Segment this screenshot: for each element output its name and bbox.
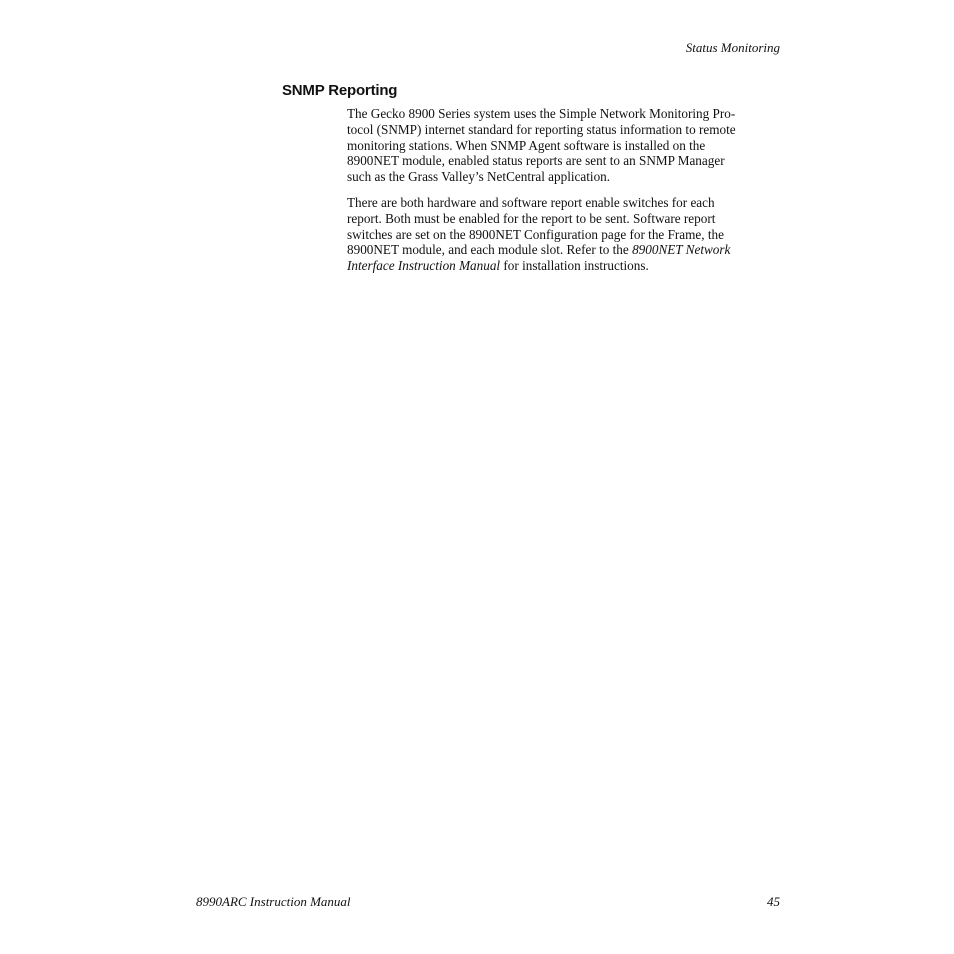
footer-page-number: 45 bbox=[767, 894, 780, 909]
text-run: 8900NET module, and each module slot. Refer to the bbox=[347, 242, 633, 258]
text-line: monitoring stations. When SNMP Agent software is installed on the bbox=[347, 137, 706, 153]
text-line: tocol (SNMP) internet standard for reporting status information to remote bbox=[347, 121, 736, 137]
text-line: There are both hardware and software report enable switches for each bbox=[347, 194, 715, 210]
text-line bbox=[347, 242, 783, 258]
manual-reference-italic: Interface Instruction Manual bbox=[347, 258, 501, 274]
text-line: The Gecko 8900 Series system uses the Simple Network Monitoring Pro- bbox=[347, 106, 736, 121]
text-run: for installation instructions. bbox=[500, 258, 649, 274]
text-line: such as the Grass Valley’s NetCentral application. bbox=[347, 169, 611, 185]
paragraph-report-switches bbox=[347, 195, 783, 274]
section-body bbox=[347, 106, 783, 284]
footer-manual-title: 8990ARC Instruction Manual bbox=[196, 894, 351, 909]
text-line: report. Both must be enabled for the report to be sent. Software report bbox=[347, 210, 716, 226]
section-heading: SNMP Reporting bbox=[282, 82, 398, 99]
text-line: 8900NET module, enabled status reports are sent to an SNMP Manager bbox=[347, 153, 725, 169]
text-line bbox=[347, 258, 783, 274]
paragraph-snmp-intro bbox=[347, 106, 783, 185]
text-line: switches are set on the 8900NET Configuration page for the Frame, the bbox=[347, 226, 724, 242]
running-header: Status Monitoring bbox=[685, 40, 780, 55]
manual-reference-italic: 8900NET Network bbox=[632, 242, 731, 258]
